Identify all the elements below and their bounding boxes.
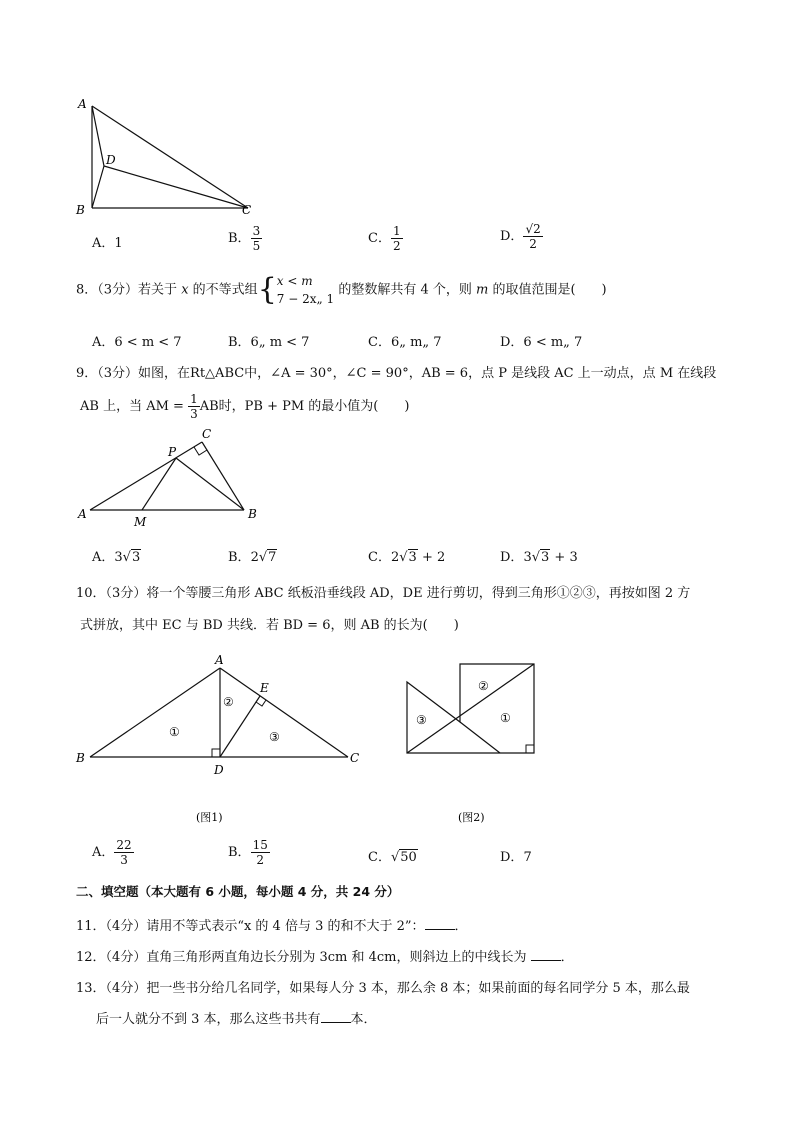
q9-line-AC [90, 442, 202, 510]
q9-stem-line1: 9．（3分）如图，在Rt△ABC中，∠A = 30°，∠C = 90°，AB = 6，点 P 是线段 AC 上一动点，点 M 在线段 [76, 366, 717, 381]
q9-right-angle-mark [194, 447, 207, 455]
q10-stem-line2: 式拼放，其中 EC 与 BD 共线．若 BD = 6，则 AB 的长为( ) [80, 618, 459, 633]
q10-fig2-piece-2: ② [478, 679, 489, 693]
q10-label-C: C [350, 751, 360, 765]
q10-fig2-diag1 [407, 664, 534, 753]
q9-label-A: A [78, 507, 87, 521]
q9-label-M: M [134, 515, 147, 529]
q8-option-c[interactable]: C．6„ m„ 7 [368, 335, 442, 350]
q9-line-PM [142, 458, 176, 510]
q9-option-c[interactable]: C．2√3 + 2 [368, 550, 446, 565]
q10-fig2-piece-1: ① [500, 711, 511, 725]
q8-stem: 8．（3分）若关于 x 的不等式组{ x < m 7 − 2x„ 1 的整数解共有 4 个，则 m 的取值范围是( ) [76, 272, 607, 307]
q9-line-CB [202, 442, 244, 510]
section-2-heading: 二、填空题（本大题有 6 小题，每小题 4 分，共 24 分） [76, 884, 400, 899]
q10-piece-1: ① [169, 725, 180, 739]
q9-option-a[interactable]: A．3√3 [92, 550, 141, 565]
q10-option-a[interactable]: A． $\frac{22}{3}$ [92, 838, 132, 867]
q7-label-C: C [242, 203, 252, 217]
q12-stem: 12．（4分）直角三角形两直角边长分别为 3cm 和 4cm，则斜边上的中线长为 ． [76, 950, 574, 965]
q9-stem-line2: AB 上，当 AM = $\frac{1}{3}$ AB时，PB + PM 的最小值为( ) [80, 392, 410, 421]
q7-line-AD [92, 106, 104, 166]
q10-fig2-diag2 [460, 722, 500, 753]
q10-label-E: E [260, 681, 269, 695]
q7-label-B: B [76, 203, 85, 217]
q9-label-B: B [248, 507, 257, 521]
q10-line-AC [220, 668, 348, 757]
q13-stem-line2: 后一人就分不到 3 本，那么这些书共有 本． [96, 1012, 377, 1027]
q7-line-BD [92, 166, 104, 208]
q9-line-PB [176, 458, 244, 510]
q10-option-c[interactable]: C．√50 [368, 850, 417, 865]
q13-answer-blank[interactable] [321, 1022, 351, 1023]
q10-caption-2: (图2) [458, 811, 485, 824]
q10-label-D: D [214, 763, 224, 777]
q11-stem: 11．（4分）请用不等式表示“x 的 4 倍与 3 的和不大于 2”： ． [76, 919, 468, 934]
q10-fig2-piece-3: ③ [416, 713, 427, 727]
q10-figure-2 [396, 650, 546, 830]
q10-right-angle-D [212, 749, 220, 757]
q12-answer-blank[interactable] [531, 960, 561, 961]
q10-piece-3: ③ [269, 730, 280, 744]
q11-answer-blank[interactable] [425, 929, 455, 930]
q13-stem-line1: 13．（4分）把一些书分给几名同学，如果每人分 3 本，那么余 8 本；如果前面的每名同学分 5 本，那么最 [76, 981, 690, 996]
q10-caption-1: (图1) [196, 811, 223, 824]
q8-option-a[interactable]: A．6 < m < 7 [92, 335, 182, 350]
q7-option-b[interactable]: B． $\frac{3}{5}$ [228, 224, 261, 253]
q7-option-d[interactable]: D． $\frac{√2}{2}$ [500, 222, 541, 251]
q10-label-A: A [215, 653, 224, 667]
q9-label-C: C [202, 428, 212, 441]
q7-option-c[interactable]: C． $\frac{1}{2}$ [368, 224, 401, 253]
q10-option-d[interactable]: D．7 [500, 850, 532, 865]
q7-label-D: D [106, 153, 116, 167]
q10-line-AB [90, 668, 220, 757]
q7-label-A: A [78, 97, 87, 111]
q9-option-b[interactable]: B．2√7 [228, 550, 277, 565]
q10-stem-line1: 10．（3分）将一个等腰三角形 ABC 纸板沿垂线段 AD，DE 进行剪切，得到三角形①②③，再按如图 2 方 [76, 586, 691, 601]
q10-option-b[interactable]: B． $\frac{15}{2}$ [228, 838, 268, 867]
q10-label-B: B [76, 751, 85, 765]
q9-figure [72, 428, 272, 530]
q10-fig2-right-angle [526, 745, 534, 753]
q10-piece-2: ② [223, 695, 234, 709]
q7-line-DC [104, 166, 248, 208]
q7-figure [70, 92, 270, 222]
q10-figure-1 [72, 650, 372, 830]
q10-fig2-diag3 [460, 722, 534, 753]
q7-option-a[interactable]: A．1 [92, 236, 123, 251]
q8-option-d[interactable]: D．6 < m„ 7 [500, 335, 583, 350]
q9-option-d[interactable]: D．3√3 + 3 [500, 550, 578, 565]
q8-option-b[interactable]: B．6„ m < 7 [228, 335, 310, 350]
q9-label-P: P [168, 445, 177, 459]
